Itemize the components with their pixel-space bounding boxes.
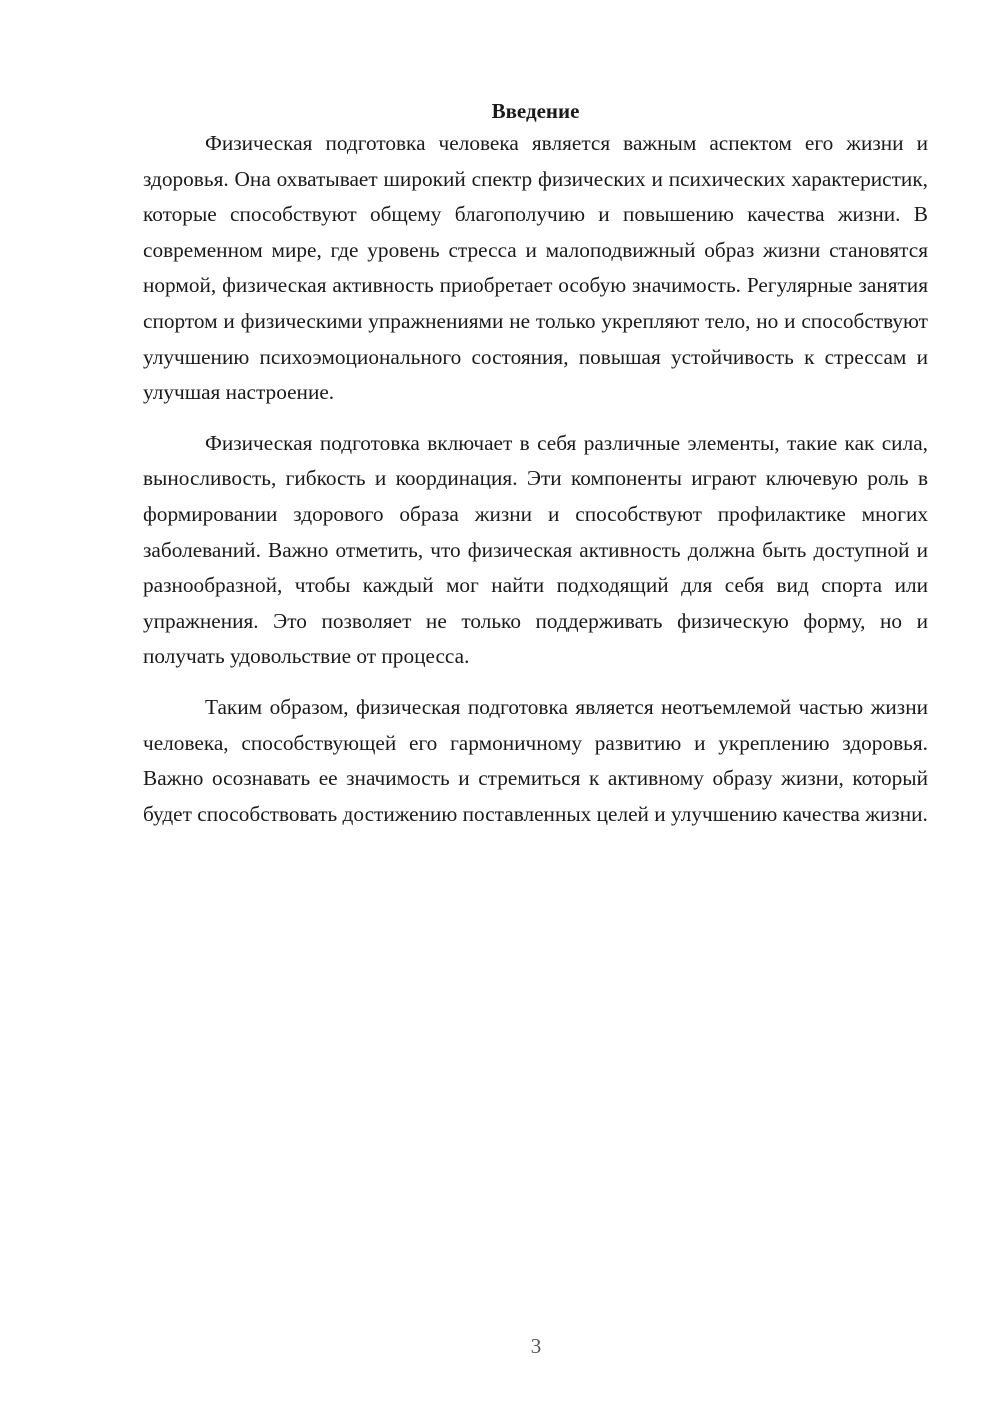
page-content	[143, 96, 928, 832]
page-number: 3	[530, 1334, 542, 1358]
section-heading: Введение	[491, 99, 580, 123]
paragraph-3: Таким образом, физическая подготовка является неотъемлемой частью жизни человека, способствующей его гармоничному развитию и укреплению здоровья. Важно осознавать ее значимость и стремиться к активному образу жизни, который будет способствовать достижению поставленных целей и улучшению качества жизни.	[143, 694, 928, 826]
paragraph-1: Физическая подготовка человека является важным аспектом его жизни и здоровья. Она охватывает широкий спектр физических и психических характеристик, которые способствуют общему благополучию и повышению качества жизни. В современном мире, где уровень стресса и малоподвижный образ жизни становятся нормой, физическая активность приобретает особую значимость. Регулярные занятия спортом и физическими упражнениями не только укрепляют тело, но и способствуют улучшению психоэмоционального состояния, повышая устойчивость к стрессам и улучшая настроение.	[143, 131, 928, 405]
paragraph-2: Физическая подготовка включает в себя различные элементы, такие как сила, выносливость, гибкость и координация. Эти компоненты играют ключевую роль в формировании здорового образа жизни и способствуют профилактике многих заболеваний. Важно отметить, что физическая активность должна быть доступной и разнообразной, чтобы каждый мог найти подходящий для себя вид спорта или упражнения. Это позволяет не только поддерживать физическую форму, но и получать удовольствие от процесса.	[143, 430, 928, 669]
